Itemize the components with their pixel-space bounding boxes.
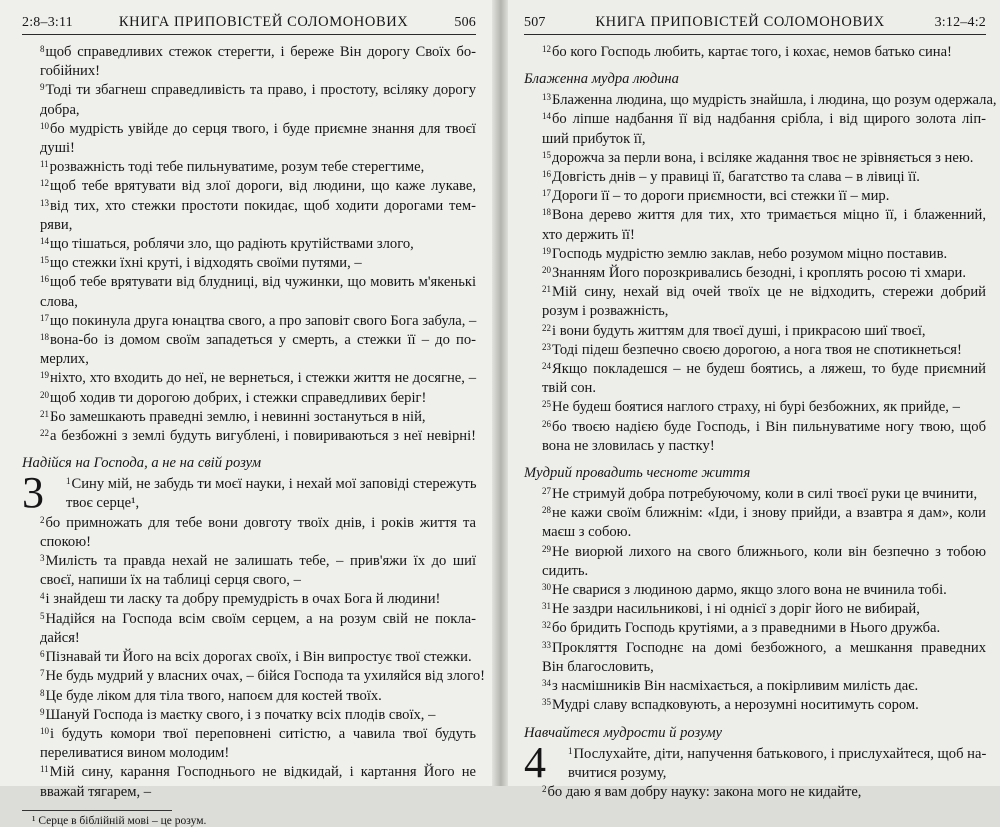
line-text: слова, — [40, 293, 78, 310]
line-text: Це буде ліком для тіла твого, напоєм для костей твоїх. — [45, 687, 382, 704]
section-heading: Блаженна мудра людина — [524, 71, 679, 88]
line-text: бо примножать для тебе вони довготу твоїх днів, і років життя та — [45, 514, 476, 531]
verse-number: 15 — [40, 255, 49, 266]
verse-number: 10 — [40, 725, 49, 736]
line-text: Послухайте, діти, напучення батькового, і прислухайтеся, щоб на- — [573, 745, 987, 762]
line-text: Тоді підеш безпечно своєю дорогою, а нога твоя не спотикнеться! — [552, 341, 962, 358]
verse-number: 14 — [40, 236, 49, 247]
text-line — [22, 158, 476, 177]
line-text: вона-бо із домом своїм западеться у смерть, а стежки її – до по- — [50, 332, 476, 349]
text-line — [524, 485, 986, 504]
right-book-title: КНИГА ПРИПОВІСТЕЙ СОЛОМОНОВИХ — [595, 14, 885, 30]
text-line — [22, 744, 476, 763]
text-line — [22, 571, 476, 590]
text-line — [524, 600, 986, 619]
verse-number: 22 — [542, 322, 551, 333]
left-running-header — [22, 14, 476, 35]
line-text: Не виорюй лихого на свого ближнього, коли він безпечно з тобою — [552, 543, 986, 560]
text-line — [22, 120, 476, 139]
line-text: бо ліпше надбання її від надбання срібла, і від щирого золота ліп- — [552, 111, 986, 128]
text-line — [524, 639, 986, 658]
verse-number: 7 — [40, 668, 45, 679]
text-line — [22, 706, 476, 725]
text-line — [22, 62, 476, 81]
text-line — [22, 293, 476, 312]
text-line — [22, 197, 476, 216]
verse-number: 8 — [40, 687, 45, 698]
line-text: Довгість днів – у правиці її, багатство та слава – в лівиці її. — [552, 169, 920, 186]
text-line — [22, 725, 476, 744]
left-book-title: КНИГА ПРИПОВІСТЕЙ СОЛОМОНОВИХ — [118, 14, 409, 30]
chapter-number: 4 — [524, 737, 546, 787]
text-line — [524, 562, 986, 581]
text-line — [22, 139, 476, 158]
text-line — [22, 667, 485, 686]
text-line — [22, 312, 476, 331]
text-line — [22, 331, 476, 350]
verse-number: 13 — [542, 92, 551, 103]
text-line — [22, 610, 476, 629]
line-text: твоє серце¹, — [66, 495, 140, 512]
text-line — [524, 523, 986, 542]
chapter-start — [524, 737, 987, 787]
line-text: Сину мій, не забудь ти моєї науки, і нехай мої заповіді стережуть — [71, 476, 477, 493]
line-text: Мій сину, нехай від очей твоїх це не відходить, стережи добрий — [552, 284, 986, 301]
text-line — [524, 504, 986, 523]
verse-number: 18 — [40, 332, 49, 343]
line-text: бо твоєю надією буде Господь, і Він пильнуватиме ногу твою, щоб — [552, 418, 986, 435]
line-text: і будуть комори твої переповнені ситістю, а чавила твої будуть — [50, 725, 476, 742]
text-line — [22, 783, 476, 802]
verse-number: 34 — [542, 678, 551, 689]
text-line — [22, 216, 476, 235]
line-text: переливатися вином молодим! — [40, 745, 230, 762]
chapter-number: 3 — [22, 468, 44, 518]
verse-number: 16 — [40, 274, 49, 285]
verse-number: 30 — [542, 582, 551, 593]
right-page-number: 507 — [524, 15, 546, 30]
text-line — [22, 350, 476, 369]
left-verse-range: 2:8–3:11 — [22, 15, 73, 30]
line-text: Тоді ти збагнеш справедливість та право, і простоту, всіляку дорогу — [45, 82, 476, 99]
verse-number: 4 — [40, 591, 45, 602]
line-text: а безбожні з землі будуть вигублені, і повириваються з неї невірні! — [50, 428, 476, 445]
verse-number: 1 — [568, 745, 573, 756]
text-line — [22, 81, 476, 100]
verse-number: 19 — [542, 245, 551, 256]
text-line — [524, 677, 986, 696]
line-text: і вони будуть життям для твоєї душі, і прикрасою шиї твоєї, — [552, 322, 926, 339]
text-line — [22, 101, 476, 120]
left-page — [0, 0, 492, 827]
line-text: не кажи своїм ближнім: «Іди, і знову прийди, а взавтра я дам», коли — [552, 505, 986, 522]
text-line — [524, 322, 986, 341]
line-text: Шануй Господа із маєтку свого, і з початку всіх плодів своїх, – — [45, 706, 436, 723]
text-line — [22, 533, 476, 552]
text-line — [524, 130, 986, 149]
text-line — [22, 177, 476, 196]
verse-number: 12 — [40, 178, 49, 189]
text-line — [524, 437, 986, 456]
book-gutter — [492, 0, 508, 786]
text-line — [524, 110, 986, 129]
text-line — [524, 418, 986, 437]
line-text: Милість та правда нехай не залишать тебе, – прив'яжи їх до шиї — [45, 553, 476, 570]
verse-number: 23 — [542, 341, 551, 352]
text-line — [524, 764, 986, 783]
verse-number: 24 — [542, 361, 551, 372]
line-text: хто держить її! — [542, 226, 635, 243]
verse-number: 9 — [40, 706, 45, 717]
line-text: гобійних! — [40, 63, 100, 80]
line-text: що покинула друга юнацтва свого, а про заповіт свого Бога забула, – — [50, 312, 477, 329]
line-text: щоб ходив ти дорогою добрих, і стежки справедливих беріг! — [50, 389, 427, 406]
text-line — [524, 264, 986, 283]
line-text: Дороги її – то дороги приємности, всі стежки її – мир. — [552, 188, 890, 205]
text-line — [524, 206, 986, 225]
text-line — [524, 245, 986, 264]
verse-number: 17 — [40, 312, 49, 323]
text-line — [524, 696, 986, 715]
line-text: Надійся на Господа всім своїм серцем, а на розум свій не покла- — [45, 610, 476, 627]
line-text: душі! — [40, 140, 75, 157]
line-text: бо мудрість увійде до серця твого, і буде приємне знання для твоєї — [50, 120, 476, 137]
section-heading: Надійся на Господа, а не на свій розум — [22, 455, 262, 472]
verse-number: 22 — [40, 428, 49, 439]
line-text: Блаженна людина, що мудрість знайшла, і людина, що розум одержала, — [552, 92, 997, 109]
line-text: Прокляття Господнє на домі безбожного, а мешкання праведних — [552, 639, 986, 656]
line-text: Не сварися з людиною дармо, якщо злого вона не вчинила тобі. — [552, 582, 947, 599]
text-line — [22, 514, 476, 533]
verse-number: 12 — [542, 44, 551, 54]
text-line — [524, 543, 986, 562]
text-line — [22, 763, 476, 782]
line-text: ніхто, хто входить до неї, не вернеться, і стежки життя не досягне, – — [50, 370, 476, 387]
text-line — [22, 235, 476, 254]
verse-number: 29 — [542, 543, 551, 554]
text-line — [524, 283, 986, 302]
verse-number: 5 — [40, 610, 45, 621]
section-heading: Навчайтеся мудрости й розуму — [524, 724, 722, 741]
text-line — [22, 475, 476, 494]
verse-number: 27 — [542, 486, 551, 497]
line-text: Вона дерево життя для тих, хто тримається міцно її, і блаженний, — [552, 207, 986, 224]
text-line — [22, 408, 476, 427]
line-text: Мій сину, карання Господнього не відкидай, і картання Його не — [49, 764, 476, 781]
verse-number: 26 — [542, 418, 551, 429]
text-line — [524, 187, 986, 206]
verse-number: 35 — [542, 697, 551, 708]
footnote-rule — [22, 810, 172, 811]
line-text: вчитися розуму, — [568, 764, 667, 781]
text-line — [524, 168, 986, 187]
text-line — [524, 783, 986, 802]
footnote: ¹ Серце в біблійній мові – це розум. — [32, 814, 207, 827]
text-line — [524, 360, 986, 379]
line-text: що тішаться, роблячи зло, що радіють крутійствами злого, — [50, 236, 414, 253]
text-line — [524, 91, 997, 110]
text-line — [524, 379, 986, 398]
text-line — [22, 494, 476, 513]
verse-number: 21 — [542, 284, 551, 295]
text-line — [22, 552, 476, 571]
verse-number: 31 — [542, 601, 551, 612]
verse-number: 21 — [40, 408, 49, 419]
line-text: сидить. — [542, 562, 589, 579]
verse-number: 1 — [66, 476, 71, 487]
text-line — [524, 226, 986, 245]
line-text: дайся! — [40, 629, 80, 646]
text-line — [524, 581, 986, 600]
text-line — [524, 398, 986, 417]
verse-number: 25 — [542, 399, 551, 410]
line-text: що стежки їхні круті, і відходять своїми путями, – — [50, 255, 362, 272]
verse-number: 33 — [542, 639, 551, 650]
text-line — [22, 273, 476, 292]
line-text: Мудрі славу вспадковують, а нерозумні носитимуть сором. — [552, 697, 919, 714]
verse-number: 13 — [40, 197, 49, 208]
verse-number: 15 — [542, 149, 551, 160]
text-line — [22, 369, 476, 388]
text-line — [524, 43, 986, 62]
line-text: твій сон. — [542, 380, 597, 397]
line-text: вона не зловилась у пастку! — [542, 437, 715, 454]
line-text: Бо замешкають праведні землю, і невинні зостануться в ній, — [50, 408, 426, 425]
verse-number: 8 — [40, 44, 45, 54]
text-line — [22, 389, 476, 408]
line-text: Він благословить, — [542, 658, 654, 675]
line-text: Якщо покладешся – не будеш боятись, а ляжеш, то буде приємний — [552, 361, 986, 378]
right-page — [508, 0, 1000, 800]
left-text — [22, 43, 485, 802]
verse-number: 19 — [40, 370, 49, 381]
text-line — [524, 745, 986, 764]
text-line — [524, 619, 986, 638]
right-verse-range: 3:12–4:2 — [934, 15, 986, 30]
verse-number: 20 — [40, 389, 49, 400]
verse-number: 20 — [542, 265, 551, 276]
right-text — [524, 43, 997, 802]
text-line — [524, 658, 986, 677]
text-line — [22, 254, 476, 273]
right-running-header — [524, 14, 986, 35]
text-line — [22, 590, 476, 609]
line-text: з насмішників Він насміхається, а покірливим милість дає. — [552, 678, 919, 695]
line-text: розум і розважність, — [542, 303, 669, 320]
line-text: добра, — [40, 101, 80, 118]
line-text: ший прибуток її, — [542, 130, 646, 147]
verse-number: 2 — [542, 783, 547, 794]
verse-number: 3 — [40, 553, 45, 564]
line-text: мерлих, — [40, 351, 89, 368]
verse-number: 9 — [40, 82, 45, 93]
verse-number: 6 — [40, 649, 45, 660]
verse-number: 32 — [542, 620, 551, 631]
verse-number: 11 — [40, 764, 49, 775]
text-line — [22, 687, 476, 706]
line-text: своєї, напиши їх на таблиці серця свого, – — [40, 572, 301, 589]
verse-number: 11 — [40, 159, 49, 170]
line-text: Знанням Його порозкривались безодні, і кроплять росою ті хмари. — [552, 265, 966, 282]
section-heading: Мудрий провадить чесноте життя — [524, 465, 751, 482]
line-text: Не заздри насильникові, і ні однієї з доріг його не вибирай, — [552, 601, 920, 618]
line-text: щоб тебе врятувати від блудниці, від чужинки, що мовить м'якенькі — [50, 274, 476, 291]
verse-number: 14 — [542, 111, 551, 122]
text-line — [22, 648, 476, 667]
text-line — [22, 427, 476, 446]
text-line — [524, 302, 986, 321]
line-text: маєш з собою. — [542, 524, 632, 541]
left-page-number: 506 — [454, 15, 476, 30]
text-line — [524, 341, 986, 360]
chapter-start — [22, 468, 477, 518]
verse-number: 28 — [542, 505, 551, 516]
line-text: спокою! — [40, 533, 91, 550]
line-text: і знайдеш ти ласку та добру премудрість в очах Бога й людини! — [45, 591, 441, 608]
line-text: дорожча за перли вона, і всіляке жадання твоє не зрівняється з нею. — [552, 149, 974, 166]
line-text: ряви, — [40, 216, 73, 233]
verse-number: 18 — [542, 207, 551, 218]
verse-number: 10 — [40, 120, 49, 131]
verse-number: 16 — [542, 169, 551, 180]
line-text: щоб тебе врятувати від злої дороги, від людини, що каже лукаве, — [50, 178, 476, 195]
line-text: Не будь мудрий у власних очах, – бійся Господа та ухиляйся від злого! — [45, 668, 485, 685]
line-text: бо даю я вам добру науку: закона мого не кидайте, — [547, 783, 862, 800]
line-text: бо кого Господь любить, картає того, і кохає, немов батько сина! — [552, 44, 952, 60]
line-text: Не будеш боятися наглого страху, ні бурі безбожних, як прийде, – — [552, 399, 960, 416]
verse-number: 2 — [40, 514, 45, 525]
line-text: Пізнавай ти Його на всіх дорогах своїх, і Він випростує твої стежки. — [45, 649, 472, 666]
line-text: щоб справедливих стежок стерегти, і береже Він дорогу Своїх бо- — [45, 44, 476, 60]
verse-number: 17 — [542, 188, 551, 199]
line-text: вважай тягарем, – — [40, 783, 152, 800]
line-text: від тих, хто стежки простоти покидає, щоб ходити дорогами тем- — [50, 197, 476, 214]
line-text: Не стримуй добра потребуючому, коли в силі твоєї руки це вчинити, — [552, 486, 978, 503]
text-line — [22, 629, 476, 648]
text-line — [22, 43, 476, 62]
line-text: розважність тоді тебе пильнуватиме, розум тебе стерегтиме, — [49, 159, 425, 176]
text-line — [524, 149, 986, 168]
line-text: Господь мудрістю землю заклав, небо розумом міцно поставив. — [552, 245, 948, 262]
line-text: бо бридить Господь крутіями, а з праведними в Нього дружба. — [552, 620, 941, 637]
